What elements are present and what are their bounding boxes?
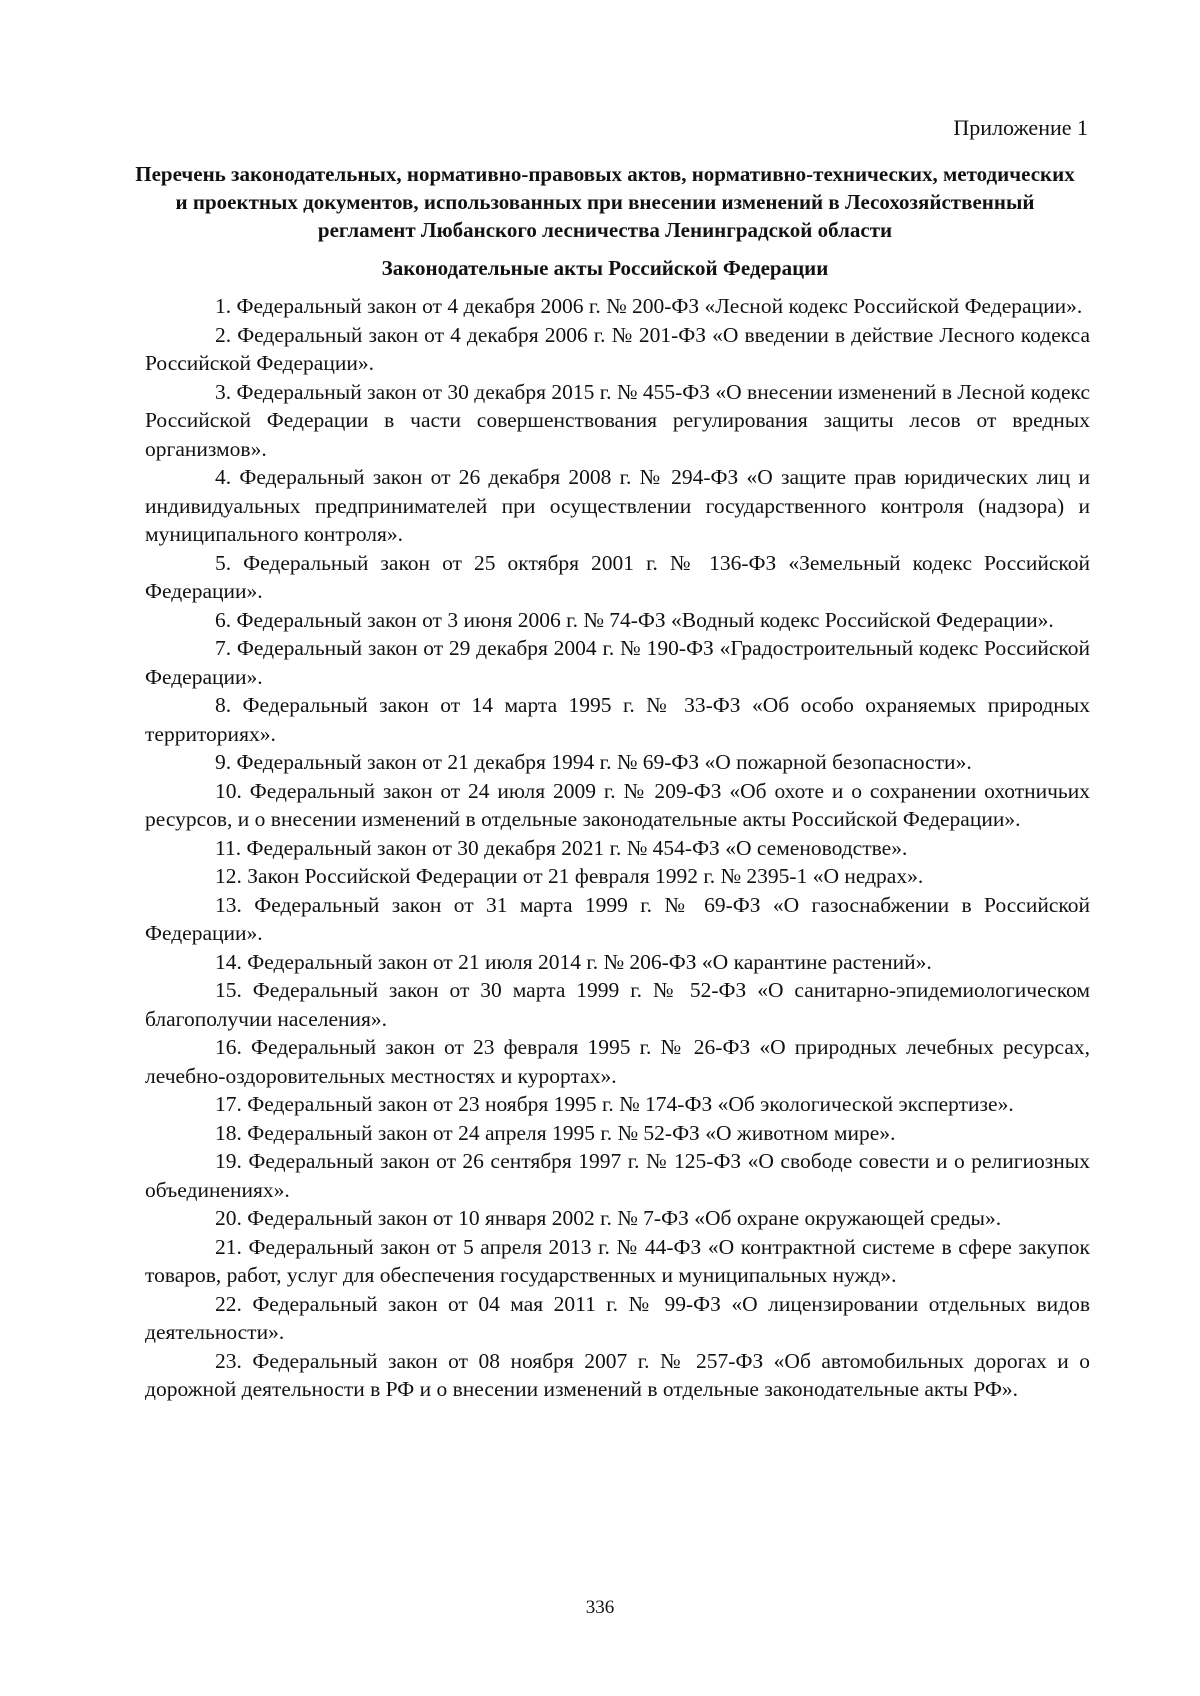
law-item-11: 11. Федеральный закон от 30 декабря 2021 г. № 454-ФЗ «О семеноводстве». bbox=[215, 835, 908, 860]
law-item-17: 17. Федеральный закон от 23 ноября 1995 г. № 174-ФЗ «Об экологической экспертизе». bbox=[215, 1092, 1014, 1116]
law-item-14: 14. Федеральный закон от 21 июля 2014 г. № 206-ФЗ «О карантине растений». bbox=[215, 949, 932, 974]
law-item-2: 2. Федеральный закон от 4 декабря 2006 г. № 201-ФЗ «О введении в действие Лесного кодекса Российской Федерации». bbox=[145, 322, 1090, 375]
law-item-15: 15. Федеральный закон от 30 марта 1999 г. № 52-ФЗ «О санитарно-эпидемиологическом благополучии населения». bbox=[145, 978, 1090, 1031]
law-item-18: 18. Федеральный закон от 24 апреля 1995 г. № 52-ФЗ «О животном мире». bbox=[215, 1120, 896, 1145]
law-list bbox=[145, 292, 1090, 1404]
section-title: Законодательные акты Российской Федерации bbox=[381, 256, 829, 280]
law-item-12: 12. Закон Российской Федерации от 21 февраля 1992 г. № 2395-1 «О недрах». bbox=[215, 864, 924, 888]
appendix-label: Приложение 1 bbox=[953, 115, 1088, 140]
law-item-23: 23. Федеральный закон от 08 ноября 2007 г. № 257-ФЗ «Об автомобильных дорогах и о дорожной деятельности в РФ и о внесении изменений в отдельные законодательные акты РФ». bbox=[145, 1348, 1090, 1401]
law-item-4: 4. Федеральный закон от 26 декабря 2008 г. № 294-ФЗ «О защите прав юридических лиц и индивидуальных предпринимателей при осуществлении государственного контроля (надзора) и муниципального контроля». bbox=[145, 465, 1090, 546]
law-item-8: 8. Федеральный закон от 14 марта 1995 г. № 33-ФЗ «Об особо охраняемых природных территориях». bbox=[145, 693, 1090, 746]
law-item-9: 9. Федеральный закон от 21 декабря 1994 г. № 69-ФЗ «О пожарной безопасности». bbox=[215, 750, 972, 774]
law-item-1: 1. Федеральный закон от 4 декабря 2006 г. № 200-ФЗ «Лесной кодекс Российской Федерации». bbox=[215, 294, 1083, 318]
law-item-21: 21. Федеральный закон от 5 апреля 2013 г. № 44-ФЗ «О контрактной системе в сфере закупок товаров, работ, услуг для обеспечения государственных и муниципальных нужд». bbox=[145, 1234, 1090, 1287]
page-number: 336 bbox=[585, 1597, 615, 1618]
law-item-3: 3. Федеральный закон от 30 декабря 2015 г. № 455-ФЗ «О внесении изменений в Лесной кодекс Российской Федерации в части совершенствования регулирования защиты лесов от вредных организмов». bbox=[145, 379, 1090, 461]
law-item-7: 7. Федеральный закон от 29 декабря 2004 г. № 190-ФЗ «Градостроительный кодекс Российской Федерации». bbox=[145, 636, 1090, 689]
document-title: Перечень законодательных, нормативно-правовых актов, нормативно-технических, методических и проектных документов, использованных при внесении изменений в Лесохозяйственный регламент Любанского лесничества Ленинградской области bbox=[135, 162, 1075, 242]
law-item-16: 16. Федеральный закон от 23 февраля 1995 г. № 26-ФЗ «О природных лечебных ресурсах, лечебно-оздоровительных местностях и курортах». bbox=[145, 1035, 1090, 1088]
law-item-5: 5. Федеральный закон от 25 октября 2001 г. № 136-ФЗ «Земельный кодекс Российской Федерации». bbox=[145, 550, 1090, 603]
law-item-20: 20. Федеральный закон от 10 января 2002 г. № 7-ФЗ «Об охране окружающей среды». bbox=[215, 1206, 1002, 1230]
law-item-13: 13. Федеральный закон от 31 марта 1999 г. № 69-ФЗ «О газоснабжении в Российской Федерации». bbox=[145, 892, 1090, 945]
law-item-22: 22. Федеральный закон от 04 мая 2011 г. № 99-ФЗ «О лицензировании отдельных видов деятельности». bbox=[145, 1291, 1090, 1344]
law-item-10: 10. Федеральный закон от 24 июля 2009 г. № 209-ФЗ «Об охоте и о сохранении охотничьих ресурсов, и о внесении изменений в отдельные законодательные акты Российской Федерации». bbox=[145, 778, 1090, 831]
law-item-6: 6. Федеральный закон от 3 июня 2006 г. № 74-ФЗ «Водный кодекс Российской Федерации». bbox=[215, 607, 1054, 632]
law-item-19: 19. Федеральный закон от 26 сентября 1997 г. № 125-ФЗ «О свободе совести и о религиозных объединениях». bbox=[145, 1149, 1090, 1202]
